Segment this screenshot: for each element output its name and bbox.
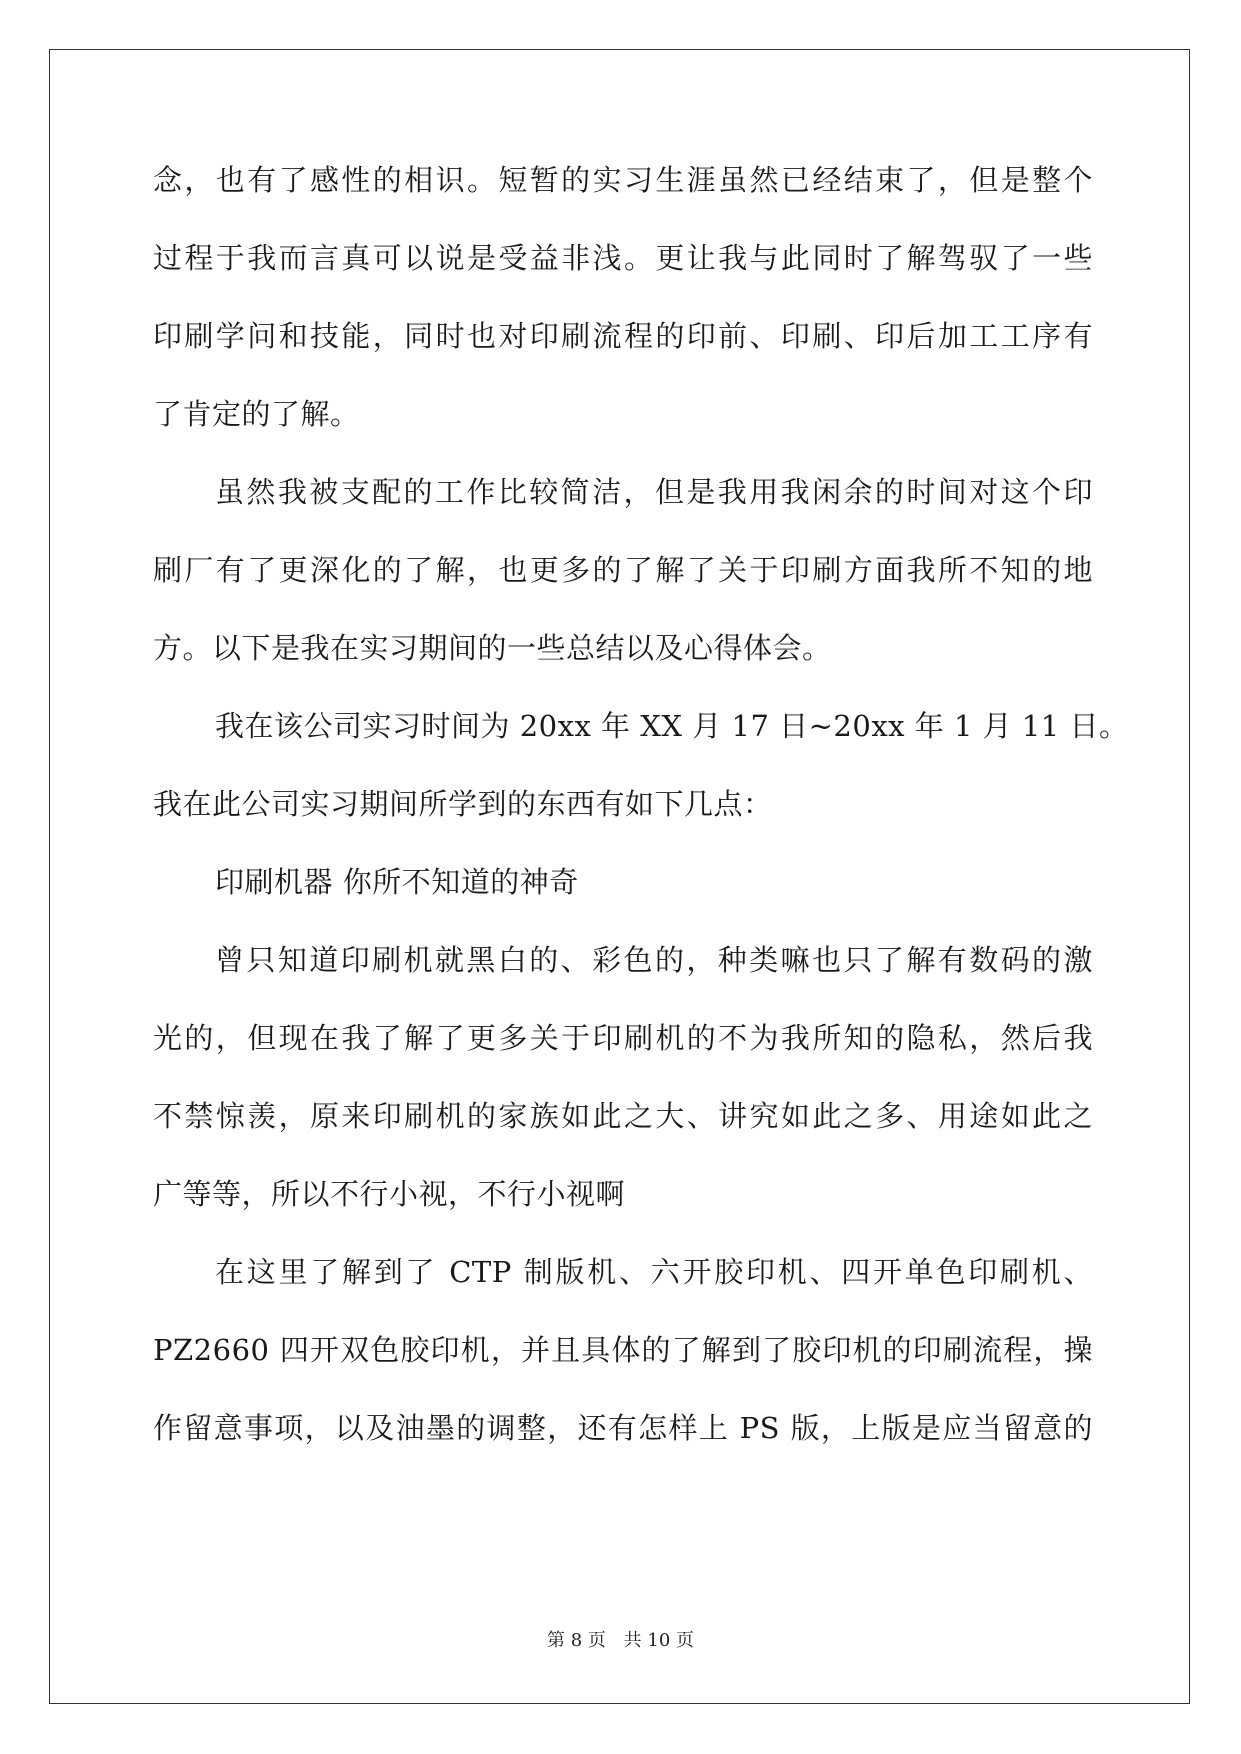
text-line: 在这里了解到了 CTP 制版机、六开胶印机、四开单色印刷机、 <box>215 1255 1093 1289</box>
text-line: 我在此公司实习期间所学到的东西有如下几点： <box>153 787 773 821</box>
section-heading: 印刷机器 你所不知道的神奇 <box>215 865 579 899</box>
document-body <box>153 160 1129 1486</box>
text-line: 念，也有了感性的相识。短暂的实习生涯虽然已经结束了，但是整个 <box>153 163 1093 197</box>
text-line: 虽然我被支配的工作比较简洁，但是我用我闲余的时间对这个印 <box>215 475 1093 509</box>
text-line: 刷厂有了更深化的了解，也更多的了解了关于印刷方面我所不知的地 <box>153 553 1093 587</box>
text-line: PZ2660 四开双色胶印机，并且具体的了解到了胶印机的印刷流程，操 <box>153 1333 1093 1367</box>
text-line: 作留意事项，以及油墨的调整，还有怎样上 PS 版，上版是应当留意的 <box>153 1411 1093 1445</box>
text-line: 广等等，所以不行小视，不行小视啊 <box>153 1177 626 1211</box>
text-line: 不禁惊羡，原来印刷机的家族如此之大、讲究如此之多、用途如此之 <box>153 1099 1093 1133</box>
text-line: 我在该公司实习时间为 20xx 年 XX 月 17 日~20xx 年 1 月 11 日。 <box>215 709 1129 743</box>
text-line: 方。以下是我在实习期间的一些总结以及心得体会。 <box>153 631 832 665</box>
page-footer <box>0 1626 1241 1652</box>
text-line: 光的，但现在我了解了更多关于印刷机的不为我所知的隐私，然后我 <box>153 1021 1093 1055</box>
text-line: 了肯定的了解。 <box>153 397 360 431</box>
text-line: 曾只知道印刷机就黑白的、彩色的，种类嘛也只了解有数码的激 <box>215 943 1093 977</box>
page-number: 第 8 页 <box>547 1630 606 1651</box>
page-total: 共 10 页 <box>623 1630 694 1651</box>
text-line: 过程于我而言真可以说是受益非浅。更让我与此同时了解驾驭了一些 <box>153 241 1093 275</box>
text-line: 印刷学问和技能，同时也对印刷流程的印前、印刷、印后加工工序有 <box>153 319 1093 353</box>
